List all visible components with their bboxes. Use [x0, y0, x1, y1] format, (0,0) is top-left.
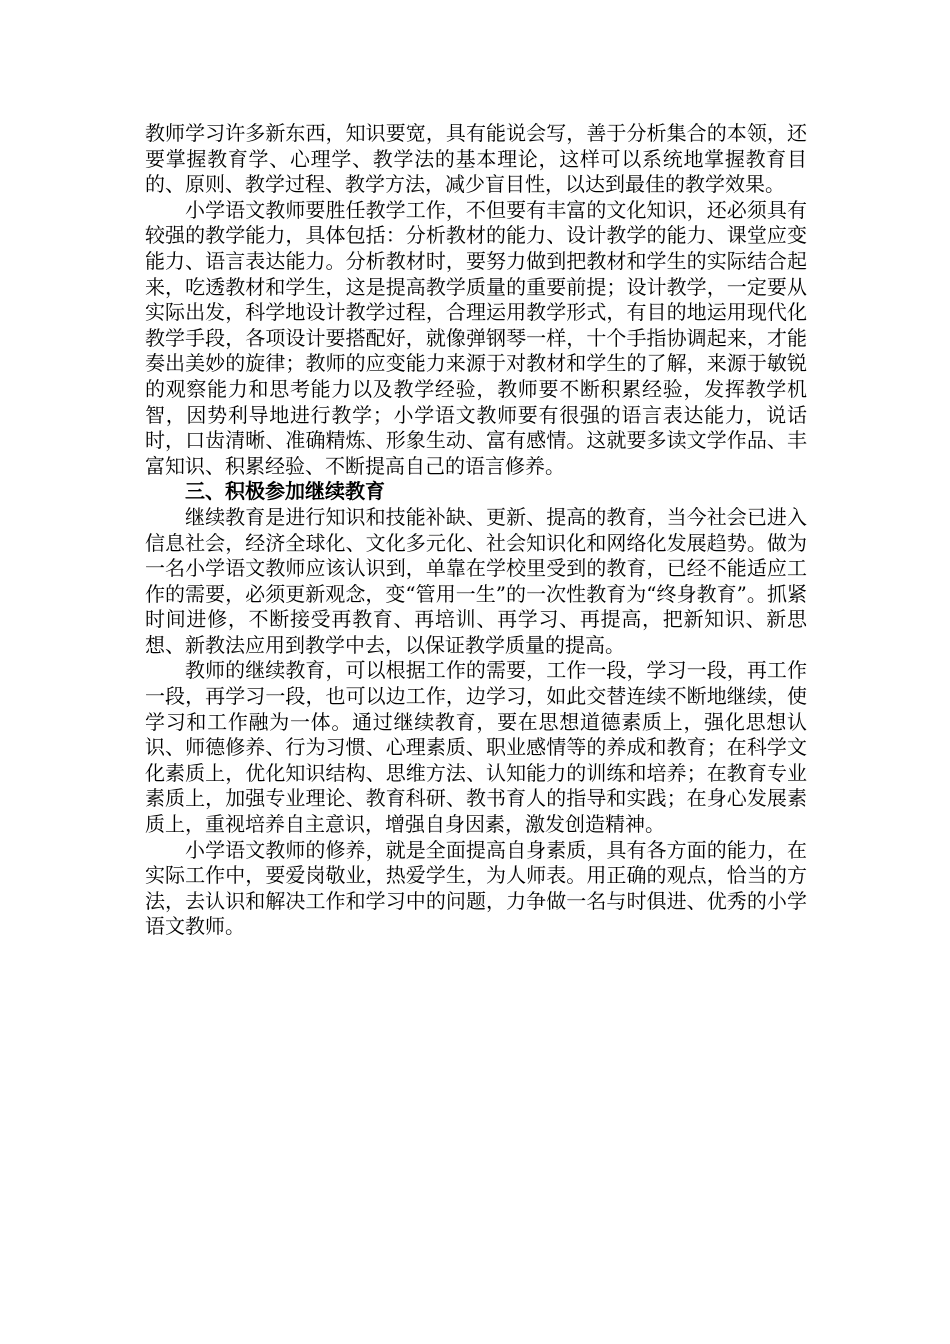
section-heading: 三、积极参加继续教育 — [185, 479, 385, 504]
paragraph-education-methods: 教师的继续教育，可以根据工作的需要，工作一段，学习一段，再工作一段，再学习一段，也可以边工作，边学习，如此交替连续不断地继续，使学习和工作融为一体。通过继续教育，要在思想道德素质上，强化思想认识、师德修养、行为习惯、心理素质、职业感情等的养成和教育；在科学文化素质上，优化知识结构、思维方法、认知能力的训练和培养；在教育专业素质上，加强专业理论、教育科研、教书育人的指导和实践；在身心发展素质上，重视培养自主意识，增强自身因素，激发创造精神。 — [145, 658, 807, 837]
document-body — [145, 121, 807, 940]
paragraph-continuing-education: 继续教育是进行知识和技能补缺、更新、提高的教育，当今社会已进入信息社会，经济全球化、文化多元化、社会知识化和网络化发展趋势。做为一名小学语文教师应该认识到，单靠在学校里受到的教育，已经不能适应工作的需要，必须更新观念，变“管用一生”的一次性教育为“终身教育”。抓紧时间进修，不断接受再教育、再培训、再学习、再提高，把新知识、新思想、新教法应用到教学中去，以保证教学质量的提高。 — [145, 504, 807, 657]
paragraph-teaching-ability: 小学语文教师要胜任教学工作，不但要有丰富的文化知识，还必须具有较强的教学能力，具体包括：分析教材的能力、设计教学的能力、课堂应变能力、语言表达能力。分析教材时，要努力做到把教材和学生的实际结合起来，吃透教材和学生，这是提高教学质量的重要前提；设计教学，一定要从实际出发，科学地设计教学过程，合理运用教学形式，有目的地运用现代化教学手段，各项设计要搭配好，就像弹钢琴一样，十个手指协调起来，才能奏出美妙的旋律；教师的应变能力来源于对教材和学生的了解，来源于敏锐的观察能力和思考能力以及教学经验，教师要不断积累经验，发挥教学机智，因势利导地进行教学；小学语文教师要有很强的语言表达能力，说话时，口齿清晰、准确精炼、形象生动、富有感情。这就要多读文学作品、丰富知识、积累经验、不断提高自己的语言修养。 — [145, 197, 807, 478]
paragraph-conclusion: 小学语文教师的修养，就是全面提高自身素质，具有各方面的能力，在实际工作中，要爱岗敬业，热爱学生，为人师表。用正确的观点，恰当的方法，去认识和解决工作和学习中的问题，力争做一名与时俱进、优秀的小学语文教师。 — [145, 837, 807, 939]
paragraph-continued: 教师学习许多新东西，知识要宽，具有能说会写，善于分析集合的本领，还要掌握教育学、心理学、教学法的基本理论，这样可以系统地掌握教育目的、原则、教学过程、教学方法，减少盲目性，以达到最佳的教学效果。 — [145, 121, 807, 197]
